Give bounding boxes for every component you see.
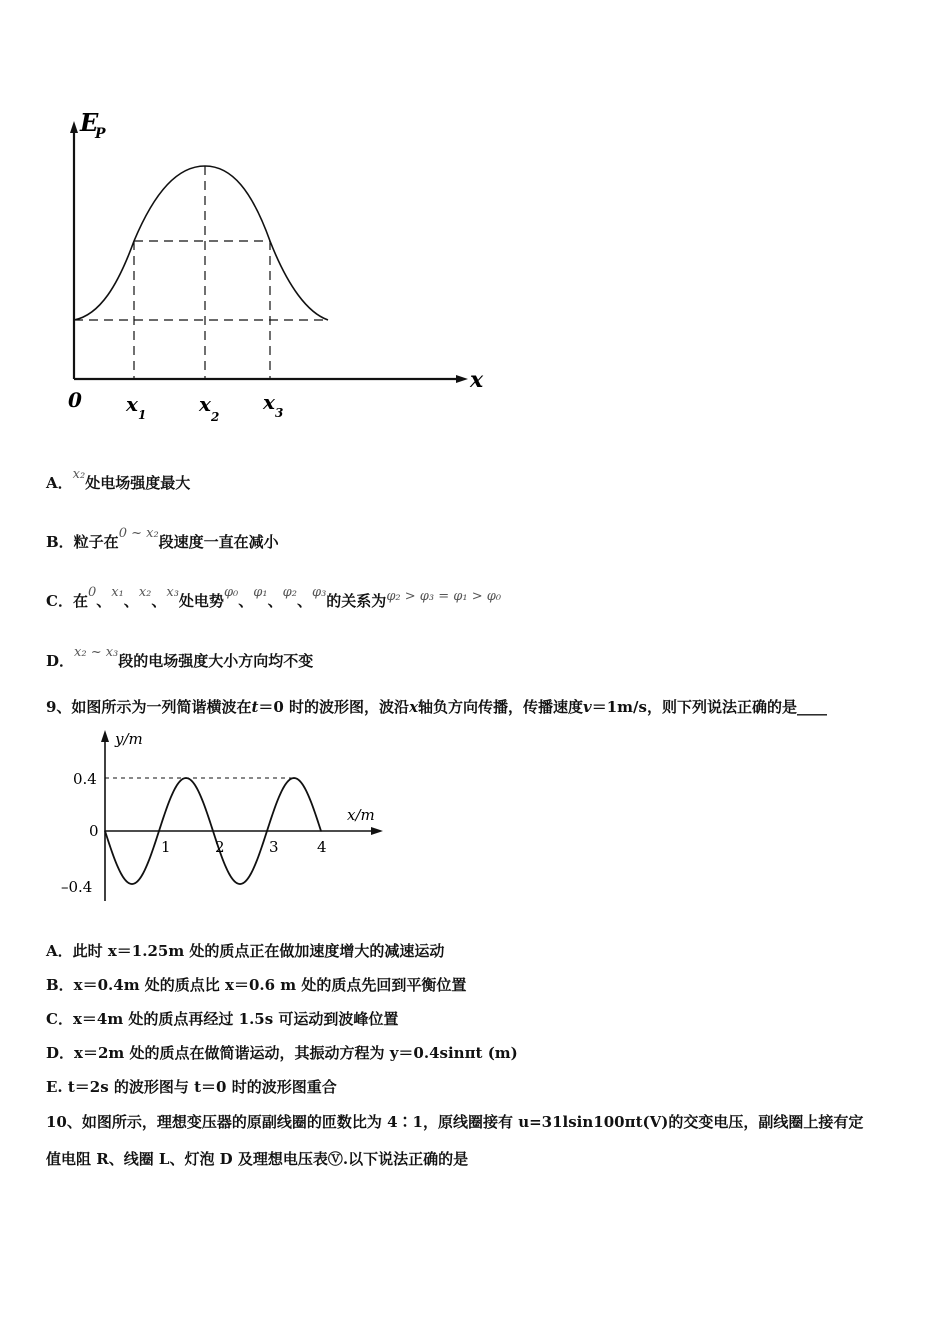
math-expr: φ₂ bbox=[282, 585, 297, 600]
wave-point bbox=[239, 883, 241, 885]
wave-point bbox=[158, 830, 160, 832]
wave-point bbox=[185, 777, 187, 779]
option-label: D． bbox=[46, 652, 75, 670]
x-tick-label: 4 bbox=[317, 838, 327, 856]
q9-option-d: D．x＝2m 处的质点在做简谐运动，其振动方程为 y＝0.4sinπt (m) bbox=[46, 1044, 518, 1062]
math-expr: φ₃ bbox=[311, 585, 327, 600]
stem-text: 轴负方向传播，传播速度 bbox=[418, 698, 584, 716]
y-tick-label: 0 bbox=[89, 822, 99, 840]
option-d bbox=[46, 645, 314, 671]
tick-x1-sub: 1 bbox=[138, 408, 147, 422]
x-axis-label: x bbox=[470, 367, 484, 393]
question-10-line-2: 值电阻 R、线圈 L、灯泡 D 及理想电压表Ⓥ.以下说法正确的是 bbox=[46, 1150, 469, 1168]
math-expr: 0 ~ x₂ bbox=[118, 526, 159, 541]
chart-x-label: x/m bbox=[347, 806, 375, 824]
wave-point bbox=[131, 883, 133, 885]
question-9-stem bbox=[46, 696, 827, 717]
math-expr: 0 bbox=[87, 585, 97, 600]
math-expr: φ₀ bbox=[223, 585, 239, 600]
x-tick-label: 1 bbox=[161, 838, 171, 856]
wave-point bbox=[104, 830, 106, 832]
x-tick-label: 3 bbox=[269, 838, 279, 856]
wave-point bbox=[293, 777, 295, 779]
var-v: v bbox=[583, 698, 592, 716]
q9-option-a: A．此时 x＝1.25m 处的质点正在做加速度增大的减速运动 bbox=[46, 942, 445, 960]
stem-text: ＝0 时的波形图，波沿 bbox=[258, 698, 410, 716]
separator: 、 bbox=[151, 592, 167, 610]
stem-text: ＝1m/s，则下列说法正确的是____ bbox=[591, 698, 827, 716]
tick-x1: x bbox=[126, 392, 138, 416]
option-label: A． bbox=[46, 474, 73, 492]
math-relation: φ₂ > φ₃ = φ₁ > φ₀ bbox=[386, 589, 502, 604]
option-text: 处电场强度最大 bbox=[85, 474, 191, 492]
chart-x-axis-arrow bbox=[371, 827, 383, 835]
separator: 、 bbox=[123, 592, 139, 610]
separator: 、 bbox=[96, 592, 112, 610]
x-axis-arrow bbox=[456, 375, 468, 383]
option-c bbox=[46, 585, 502, 611]
option-a bbox=[46, 467, 191, 493]
ep-curve bbox=[74, 166, 328, 320]
chart-y-label: y/m bbox=[115, 730, 143, 748]
math-expr: x₂ ~ x₃ bbox=[74, 645, 119, 660]
var-t: t bbox=[251, 698, 259, 716]
wave-point bbox=[212, 830, 214, 832]
separator: 、 bbox=[296, 592, 312, 610]
option-text: 段的电场强度大小方向均不变 bbox=[118, 652, 314, 670]
tick-x2: x bbox=[199, 392, 211, 416]
separator: 、 bbox=[267, 592, 283, 610]
tick-x3: x bbox=[263, 390, 275, 414]
q9-option-c: C．x＝4m 处的质点再经过 1.5s 可运动到波峰位置 bbox=[46, 1010, 399, 1028]
math-expr: x₁ bbox=[111, 585, 124, 600]
q9-option-b: B．x＝0.4m 处的质点比 x＝0.6 m 处的质点先回到平衡位置 bbox=[46, 976, 467, 994]
chart-y-axis-arrow bbox=[101, 730, 109, 742]
option-b bbox=[46, 526, 279, 552]
option-text: 的关系为 bbox=[326, 592, 387, 610]
y-axis-label-sub: P bbox=[95, 126, 106, 142]
math-expr: x₃ bbox=[166, 585, 179, 600]
option-label: B．粒子在 bbox=[46, 533, 119, 551]
stem-text: 9、如图所示为一列简谐横波在 bbox=[46, 698, 252, 716]
option-label: C．在 bbox=[46, 592, 88, 610]
option-text: 处电势 bbox=[178, 592, 224, 610]
question-10-line-1: 10、如图所示，理想变压器的原副线圈的匝数比为 4∶1，原线圈接有 u=31lsin100πt(V)的交变电压，副线圈上接有定 bbox=[46, 1113, 864, 1131]
origin-label: 0 bbox=[68, 388, 82, 412]
var-x: x bbox=[409, 698, 419, 716]
option-text: 段速度一直在减小 bbox=[158, 533, 279, 551]
q9-option-e: E. t＝2s 的波形图与 t＝0 时的波形图重合 bbox=[46, 1078, 337, 1096]
math-expr: x₂ bbox=[138, 585, 152, 600]
y-axis-arrow bbox=[70, 121, 78, 133]
tick-x2-sub: 2 bbox=[211, 410, 220, 424]
y-tick-label: –0.4 bbox=[61, 878, 93, 896]
math-expr: x₂ bbox=[72, 467, 86, 482]
math-expr: φ₁ bbox=[253, 585, 268, 600]
x-tick-label: 2 bbox=[215, 838, 225, 856]
ep-x-figure bbox=[60, 105, 500, 435]
y-axis-label: E bbox=[80, 108, 99, 137]
wave-point bbox=[266, 830, 268, 832]
separator: 、 bbox=[238, 592, 254, 610]
wave-point bbox=[320, 830, 322, 832]
tick-x3-sub: 3 bbox=[275, 406, 284, 420]
wave-chart bbox=[55, 726, 395, 916]
y-tick-label: 0.4 bbox=[73, 770, 97, 788]
